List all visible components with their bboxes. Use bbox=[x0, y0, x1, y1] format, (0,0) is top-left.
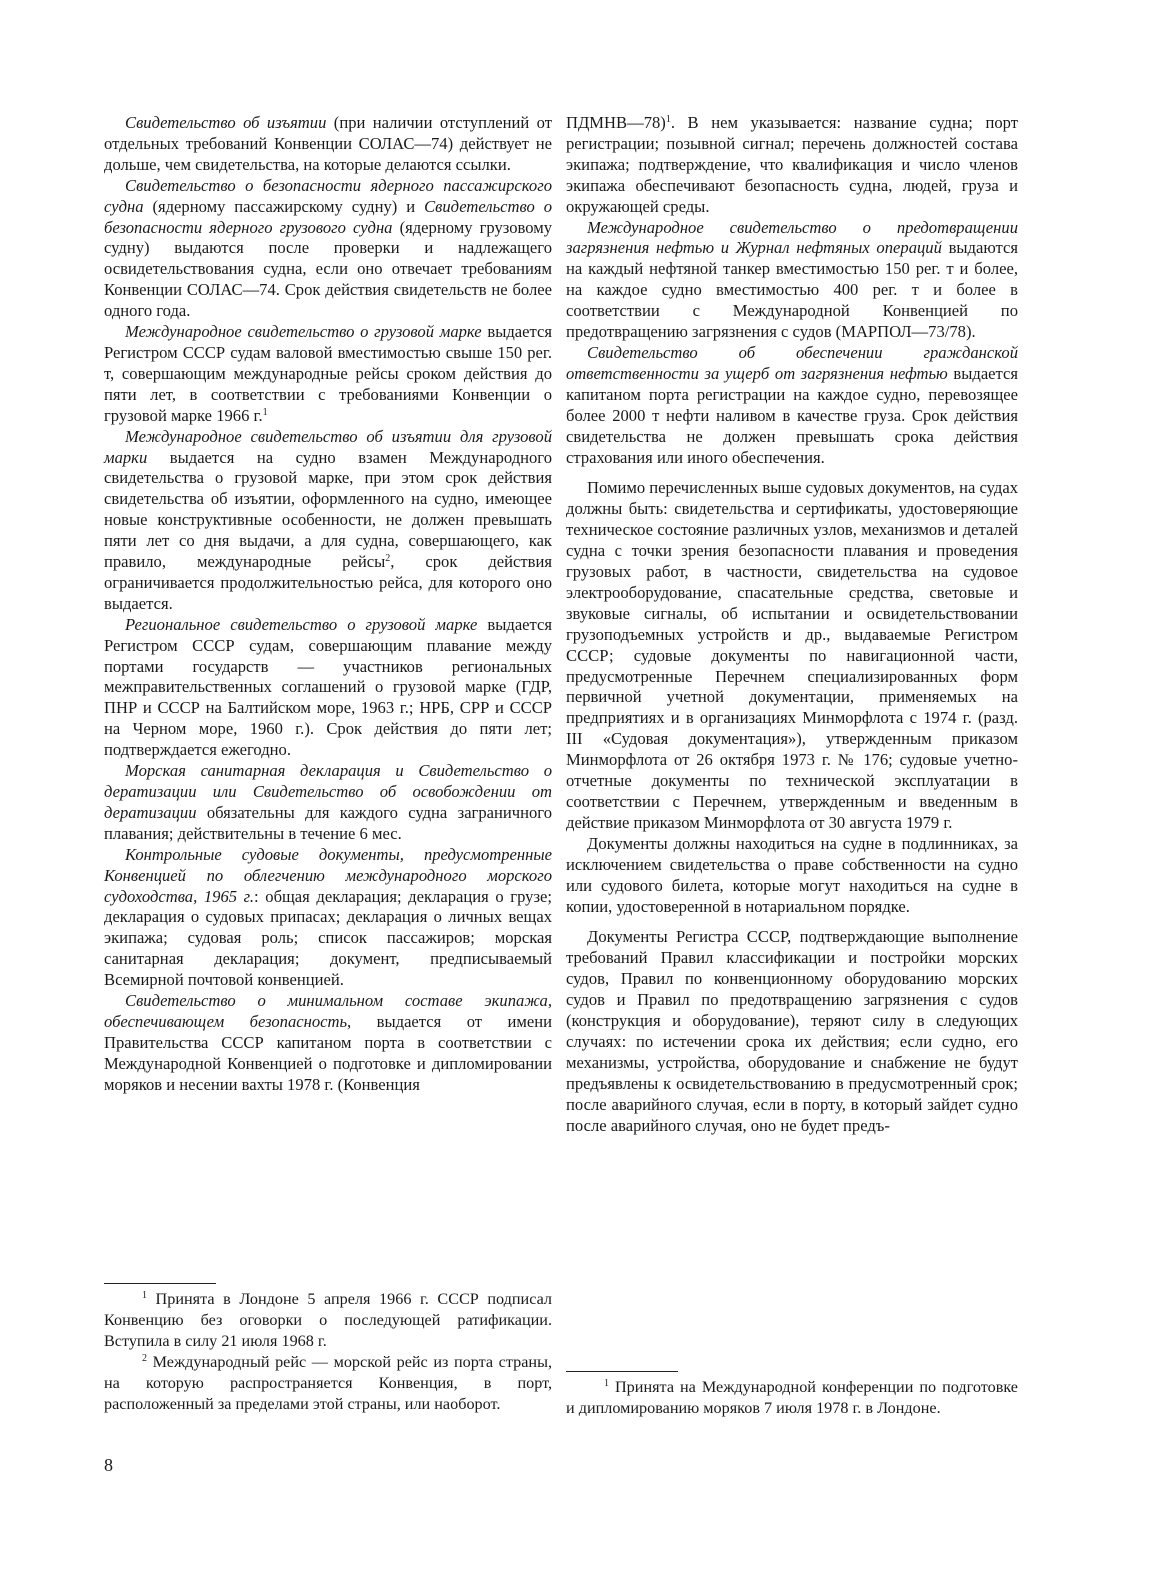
paragraph: Морская санитарная декларация и Свидетельство о дератизации или Свидетельство об освобождении от дератизации обязательны для каждого судна заграничного плавания; действительны в течение 6 мес. bbox=[104, 761, 552, 843]
right-footnotes bbox=[566, 1377, 1018, 1419]
footnote-ref: 2 bbox=[385, 553, 391, 565]
footnote: $^1$ Принята в Лондоне 5 апреля 1966 г. СССР подписал Конвенцию без оговорки о последующей ратификации. Вступила в силу 21 июля 1968 г. bbox=[104, 1290, 552, 1350]
paragraph: Свидетельство о минимальном составе экипажа, обеспечивающем безопасность, выдается от имени Правительства СССР капитаном порта в соответствии с Международной Конвенцией о подготовке и дипломировании моряков и несении вахты 1978 г. (Конвенция bbox=[104, 991, 552, 1094]
footnote-divider bbox=[566, 1371, 678, 1372]
page-number: 8 bbox=[104, 1455, 113, 1475]
paragraph: Документы должны находиться на судне в подлинниках, за исключением свидетельства о праве собственности на судно или судового билета, которые могут находиться на судне в копии, удостоверенной в нотариальном порядке. bbox=[566, 833, 1018, 916]
paragraph: Международное свидетельство о грузовой марке выдается Регистром СССР судам валовой вместимостью свыше 150 рег. т, совершающим международные рейсы сроком действия до пяти лет, в соответствии с требованиями Конвенции о грузовой марке 1966 г.$^1$ bbox=[104, 322, 552, 425]
paragraph: ПДМНВ—78)$^1$. В нем указывается: название судна; порт регистрации; позывной сигнал; перечень должностей состава экипажа; подтверждение, что квалификация и число членов экипажа обеспечивают безопасность судна, людей, груза и окружающей среды. bbox=[566, 113, 1018, 216]
paragraph: Свидетельство об изъятии (при наличии отступлений от отдельных требований Конвенции СОЛАС—74) действует не дольше, чем свидетельства, на которые делаются ссылки. bbox=[104, 113, 552, 174]
right-text-column bbox=[566, 113, 1018, 1137]
footnote: $^1$ Принята на Международной конференции по подготовке и дипломированию моряков 7 июля 1978 г. в Лондоне. bbox=[566, 1378, 1018, 1417]
paragraph: Свидетельство об обеспечении гражданской ответственности за ущерб от загрязнения нефтью выдается капитаном порта регистрации на каждое судно, перевозящее более 2000 т нефти наливом в качестве груза. Срок действия свидетельства не должен превышать срока действия страхования или иного обеспечения. bbox=[566, 342, 1018, 467]
paragraph: Региональное свидетельство о грузовой марке выдается Регистром СССР судам, совершающим плавание между портами государств — участников региональных межправительственных соглашений о грузовой марке (ГДР, ПНР и СССР на Балтийском море, 1963 г.; НРБ, СРР и СССР на Черном море, 1960 г.). Срок действия до пяти лет; подтверждается ежегодно. bbox=[104, 614, 552, 760]
paragraph: Документы Регистра СССР, подтверждающие выполнение требований Правил классификации и постройки морских судов, Правил по конвенционному оборудованию морских судов и Правил по предотвращению загрязнения с судов (конструкция и оборудование), теряют силу в следующих случаях: по истечении срока их действия; если судно, его механизмы, устройства, оборудование и снабжение не будут предъявлены к освидетельствованию в предусмотренный срок; после аварийного случая, если в порту, в который зайдет судно после аварийного случая, оно не будет предъ- bbox=[566, 927, 1018, 1135]
paragraph: Помимо перечисленных выше судовых документов, на судах должны быть: свидетельства и сертификаты, удостоверяющие техническое состояние различных узлов, механизмов и деталей судна с точки зрения безопасности плавания и проведения грузовых работ, в частности, свидетельства на судовое электрооборудование, спасательные средства, световые и звуковые сигналы, об испытании и освидетельствовании грузоподъемных устройств и др., выдаваемые Регистром СССР; судовые документы по навигационной части, предусмотренные Перечнем специализированных форм первичной учетной документации, применяемых на предприятиях и в организациях Минморфлота с 1974 г. (разд. III «Судовая документация»), утвержденным приказом Минморфлота от 26 октября 1973 г. № 176; судовые учетно-отчетные документы по технической эксплуатации в соответствии с Перечнем, утвержденным и введенным в действие приказом Минморфлота от 30 августа 1979 г. bbox=[566, 478, 1018, 832]
footnote-divider bbox=[104, 1283, 216, 1284]
left-footnotes bbox=[104, 1289, 552, 1414]
footnote-ref: 1 bbox=[665, 114, 671, 125]
footnote-ref: 1 bbox=[262, 406, 268, 418]
paragraph: Контрольные судовые документы, предусмотренные Конвенцией по облегчению международного морского судоходства, 1965 г.: общая декларация; декларация о грузе; декларация о судовых припасах; декларация о личных вещах экипажа; судовая роль; список пассажиров; морская санитарная декларация; документ, предписываемый Всемирной почтовой конвенцией. bbox=[104, 844, 552, 990]
left-text-column bbox=[104, 113, 552, 1096]
paragraph: Международное свидетельство об изъятии для грузовой марки выдается на судно взамен Международного свидетельства о грузовой марке, при этом срок действия свидетельства об изъятии, оформленного на судно, имеющее новые конструктивные особенности, не должен превышать пяти лет со дня выдачи, а для судна, совершающего, как правило, международные рейсы$^2$, срок действия ограничивается продолжительностью рейса, для которого оно выдается. bbox=[104, 426, 553, 613]
footnote: $^2$ Международный рейс — морской рейс из порта страны, на которую распространяется Конвенция, в порт, расположенный за пределами этой страны, или наоборот. bbox=[104, 1352, 552, 1413]
paragraph: Свидетельство о безопасности ядерного пассажирского судна (ядерному пассажирскому судну) и Свидетельство о безопасности ядерного грузового судна (ядерному грузовому судну) выдаются после проверки и надлежащего освидетельствования судна, если оно отвечает требованиям Конвенции СОЛАС—74. Срок действия свидетельств не более одного года. bbox=[104, 175, 553, 321]
paragraph: Международное свидетельство о предотвращении загрязнения нефтью и Журнал нефтяных операций выдаются на каждый нефтяной танкер вместимостью 150 рег. т и более, на каждое судно вместимостью 400 рег. т и более в соответствии с Международной Конвенцией по предотвращению загрязнения с судов (МАРПОЛ—73/78). bbox=[566, 217, 1018, 342]
